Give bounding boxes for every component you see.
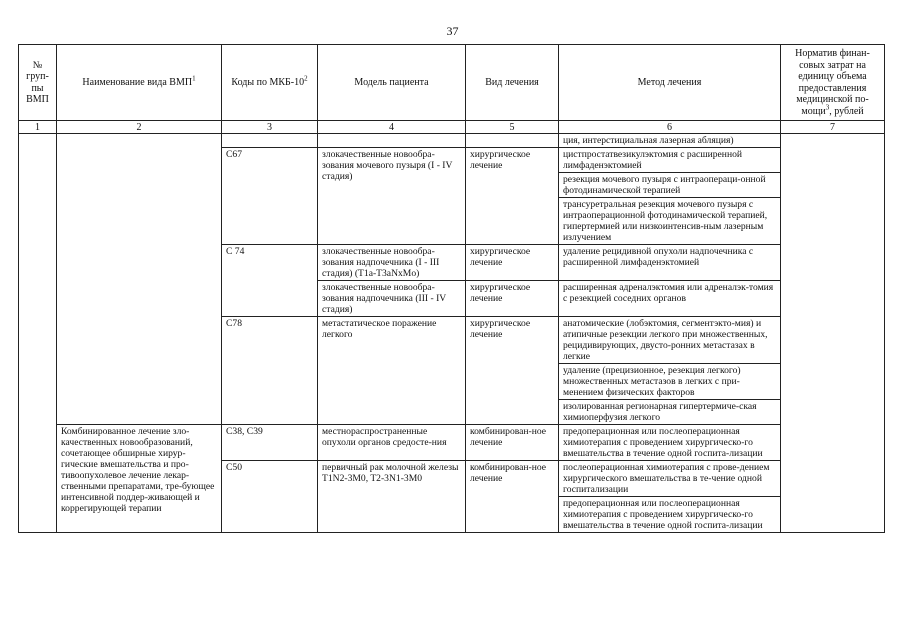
- treatment-type-cell: хирургическое лечение: [466, 317, 559, 425]
- header-vmp-name: [57, 45, 222, 121]
- column-number: 3: [222, 121, 318, 134]
- patient-model-cell: метастатическое поражение легкого: [318, 317, 466, 425]
- vmp-name-cell: [57, 134, 222, 425]
- footnote-marker: 2: [304, 74, 308, 83]
- vmp-name-cell: Комбинированное лечение зло-качественных новообразований, сочетающее обширные хирур-гические вмешательства и про-тивоопухолевое лечение лекар-ственными препаратами, тре-бующее интенсивной поддер-живающей и коррегирующей терапии: [57, 425, 222, 533]
- column-number: 4: [318, 121, 466, 134]
- treatment-type-cell: [466, 134, 559, 148]
- treatment-type-cell: комбинирован-ное лечение: [466, 461, 559, 533]
- treatment-type-cell: хирургическое лечение: [466, 245, 559, 281]
- treatment-type-cell: комбинирован-ное лечение: [466, 425, 559, 461]
- header-cost-standard: [781, 45, 885, 121]
- column-number: 5: [466, 121, 559, 134]
- patient-model-cell: злокачественные новообра-зования мочевого пузыря (I - IV стадия): [318, 148, 466, 245]
- patient-model-cell: злокачественные новообра-зования надпочечника (III - IV стадия): [318, 281, 466, 317]
- cost-cell: [781, 134, 885, 533]
- column-number-row: [19, 121, 885, 134]
- method-cell: трансуретральная резекция мочевого пузыря с интраоперационной фотодинамической терапией, гипертермией или низкоинтенсив-ным лазерным излучением: [559, 198, 781, 245]
- method-cell: удаление (прецизионное, резекция легкого) множественных метастазов в легких с при-менением физических факторов: [559, 364, 781, 400]
- header-icd-codes-text: Коды по МКБ-10: [231, 76, 305, 88]
- table-row: [19, 425, 885, 461]
- header-cost-text: Норматив финан-совых затрат на единицу объема предоставления медицинской по-мощи: [795, 48, 870, 117]
- treatment-type-cell: хирургическое лечение: [466, 148, 559, 245]
- method-cell: резекция мочевого пузыря с интраопераци-онной фотодинамической терапией: [559, 173, 781, 198]
- header-patient-model: Модель пациента: [318, 45, 466, 121]
- icd-code-cell: [222, 134, 318, 148]
- method-cell: послеоперационная химиотерапия с прове-дением хирургического вмешательства в те-чение одной госпитализации: [559, 461, 781, 497]
- page-number: 37: [446, 24, 459, 38]
- column-number: 7: [781, 121, 885, 134]
- medical-care-table: [18, 44, 885, 533]
- table-header-row: [19, 45, 885, 121]
- method-cell: изолированная регионарная гипертермиче-ская химиоперфузия легкого: [559, 400, 781, 425]
- header-icd-codes: [222, 45, 318, 121]
- group-number-cell: [19, 134, 57, 533]
- patient-model-cell: злокачественные новообра-зования надпочечника (I - III стадия) (T1a-T3aNxMo): [318, 245, 466, 281]
- method-cell: ция, интерстициальная лазерная абляция): [559, 134, 781, 148]
- table-row: [19, 134, 885, 148]
- patient-model-cell: первичный рак молочной железы T1N2-3M0, T2-3N1-3M0: [318, 461, 466, 533]
- column-number: 6: [559, 121, 781, 134]
- method-cell: анатомические (лобэктомия, сегментэкто-мия) и атипичные резекции легкого при множественных, рецидивирующих, двусто-ронних метастазах в легкие: [559, 317, 781, 364]
- header-treatment-method: Метод лечения: [559, 45, 781, 121]
- method-cell: расширенная адреналэктомия или адреналэк-томия с резекцией соседних органов: [559, 281, 781, 317]
- header-treatment-type: Вид лечения: [466, 45, 559, 121]
- icd-code-cell: C 74: [222, 245, 318, 317]
- icd-code-cell: C38, C39: [222, 425, 318, 461]
- header-vmp-name-text: Наименование вида ВМП: [82, 76, 193, 88]
- header-cost-unit: , рублей: [829, 105, 864, 117]
- patient-model-cell: местнораспространенные опухоли органов средосте-ния: [318, 425, 466, 461]
- method-cell: цистпростатвезикулэктомия с расширенной лимфаденэктомией: [559, 148, 781, 173]
- icd-code-cell: C50: [222, 461, 318, 533]
- icd-code-cell: C78: [222, 317, 318, 425]
- icd-code-cell: C67: [222, 148, 318, 245]
- footnote-marker: 3: [825, 103, 830, 112]
- footnote-marker: 1: [192, 74, 196, 83]
- header-group-number: № груп-пы ВМП: [19, 45, 57, 121]
- column-number: 1: [19, 121, 57, 134]
- treatment-type-cell: хирургическое лечение: [466, 281, 559, 317]
- method-cell: удаление рецидивной опухоли надпочечника с расширенной лимфаденэктомией: [559, 245, 781, 281]
- patient-model-cell: [318, 134, 466, 148]
- column-number: 2: [57, 121, 222, 134]
- method-cell: предоперационная или послеоперационная химиотерапия с проведением хирургическо-го вмешательства в течение одной госпита-лизации: [559, 497, 781, 533]
- method-cell: предоперационная или послеоперационная химиотерапия с проведением хирургическо-го вмешательства в течение одной госпита-лизации: [559, 425, 781, 461]
